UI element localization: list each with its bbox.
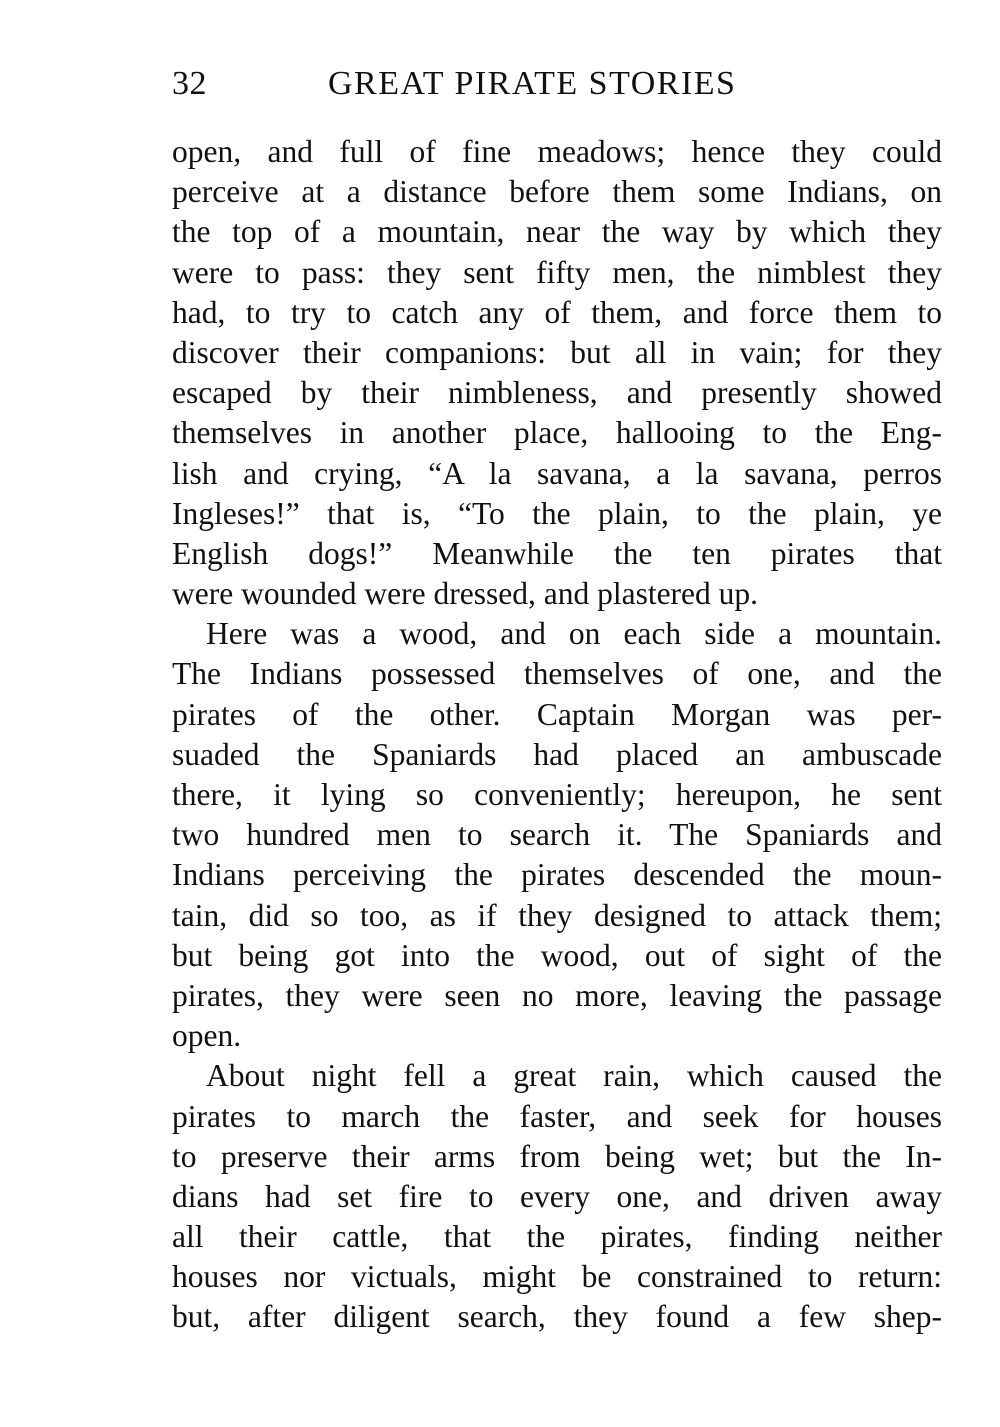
body-text <box>172 132 942 1338</box>
text-line: Indians perceiving the pirates descended the moun- <box>172 857 942 893</box>
paragraph <box>172 1056 942 1337</box>
text-line: the top of a mountain, near the way by which they <box>172 214 942 250</box>
text-line: were wounded were dressed, and plastered up. <box>172 576 759 612</box>
running-head <box>172 62 792 106</box>
book-title: GREAT PIRATE STORIES <box>328 65 737 102</box>
text-line: Here was a wood, and on each side a mountain. <box>206 616 942 652</box>
text-line: all their cattle, that the pirates, finding neither <box>172 1219 942 1255</box>
paragraph <box>172 132 942 614</box>
text-line: open. <box>172 1018 242 1054</box>
text-line: houses nor victuals, might be constrained to return: <box>172 1259 942 1295</box>
page-number: 32 <box>172 65 207 102</box>
text-line: suaded the Spaniards had placed an ambuscade <box>172 736 942 772</box>
text-line: pirates of the other. Captain Morgan was per- <box>172 696 942 732</box>
text-line: pirates to march the faster, and seek for houses <box>172 1098 942 1134</box>
paragraph <box>172 614 942 1056</box>
text-line: tain, did so too, as if they designed to attack them; <box>172 897 942 933</box>
text-line: discover their companions: but all in vain; for they <box>172 334 942 370</box>
text-line: were to pass: they sent fifty men, the nimblest they <box>172 254 942 290</box>
text-line: to preserve their arms from being wet; but the In- <box>172 1138 942 1174</box>
text-line: The Indians possessed themselves of one, and the <box>172 656 942 692</box>
text-line: English dogs!” Meanwhile the ten pirates that <box>172 535 942 571</box>
text-line: open, and full of fine meadows; hence they could <box>172 134 942 169</box>
text-line: escaped by their nimbleness, and presently showed <box>172 375 942 411</box>
text-line: there, it lying so conveniently; hereupon, he sent <box>172 777 942 812</box>
text-line: dians had set fire to every one, and driven away <box>172 1178 942 1214</box>
text-line: lish and crying, “A la savana, a la savana, perros <box>172 455 942 491</box>
text-line: themselves in another place, hallooing to the Eng- <box>172 415 942 451</box>
text-line: two hundred men to search it. The Spaniards and <box>172 817 942 853</box>
text-line: perceive at a distance before them some Indians, on <box>172 174 942 210</box>
text-line: but being got into the wood, out of sight of the <box>172 937 942 973</box>
text-line: but, after diligent search, they found a few shep- <box>172 1299 942 1335</box>
text-line: Ingleses!” that is, “To the plain, to the plain, ye <box>172 495 942 531</box>
text-line: had, to try to catch any of them, and force them to <box>172 294 942 330</box>
text-line: About night fell a great rain, which caused the <box>206 1058 942 1094</box>
text-line: pirates, they were seen no more, leaving the passage <box>172 977 942 1013</box>
